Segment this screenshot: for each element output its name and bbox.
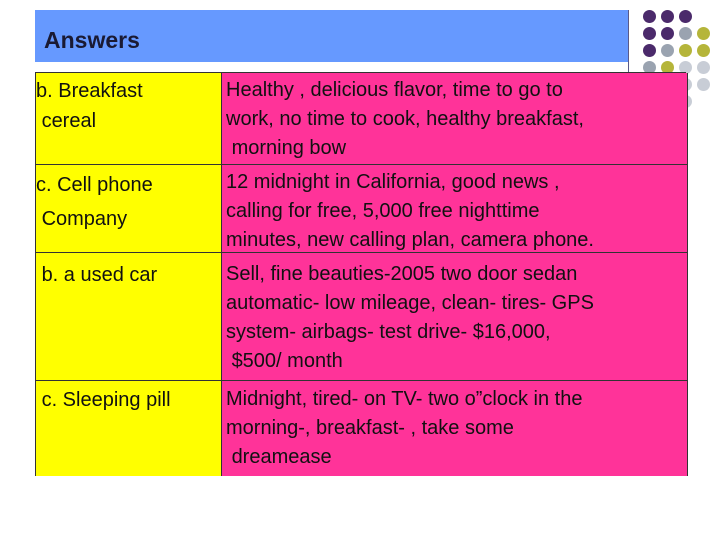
dot-icon <box>697 44 710 57</box>
table-row <box>36 73 687 165</box>
dot-icon <box>661 44 674 57</box>
dot-icon <box>679 44 692 57</box>
accent-divider <box>628 10 629 72</box>
dot-icon <box>643 10 656 23</box>
row-answer: 12 midnight in California, good news , calling for free, 5,000 free nighttime minutes, new calling plan, camera phone. <box>222 165 688 253</box>
table-row <box>36 381 687 476</box>
row-answer: Midnight, tired- on TV- two o”clock in the morning-, breakfast- , take some dreamease <box>222 381 688 476</box>
slide-title: Answers <box>44 27 140 53</box>
dot-icon <box>643 44 656 57</box>
row-answer: Healthy , delicious flavor, time to go to work, no time to cook, healthy breakfast, morning bow <box>222 73 688 165</box>
table-row <box>36 165 687 253</box>
answers-table <box>35 72 686 476</box>
title-bar <box>35 10 628 62</box>
row-label: b. Breakfast cereal <box>36 73 222 165</box>
dot-icon <box>643 27 656 40</box>
row-label: c. Sleeping pill <box>36 381 222 476</box>
dot-icon <box>697 61 710 74</box>
dot-icon <box>679 27 692 40</box>
dot-icon <box>679 10 692 23</box>
row-label: c. Cell phone Company <box>36 165 222 253</box>
dot-icon <box>697 78 710 91</box>
table-row <box>36 253 687 381</box>
row-label: b. a used car <box>36 253 222 381</box>
dot-icon <box>661 27 674 40</box>
row-answer: Sell, fine beauties-2005 two door sedan automatic- low mileage, clean- tires- GPS system- airbags- test drive- $16,000, $500/ month <box>222 253 688 381</box>
dot-icon <box>697 27 710 40</box>
dot-icon <box>661 10 674 23</box>
